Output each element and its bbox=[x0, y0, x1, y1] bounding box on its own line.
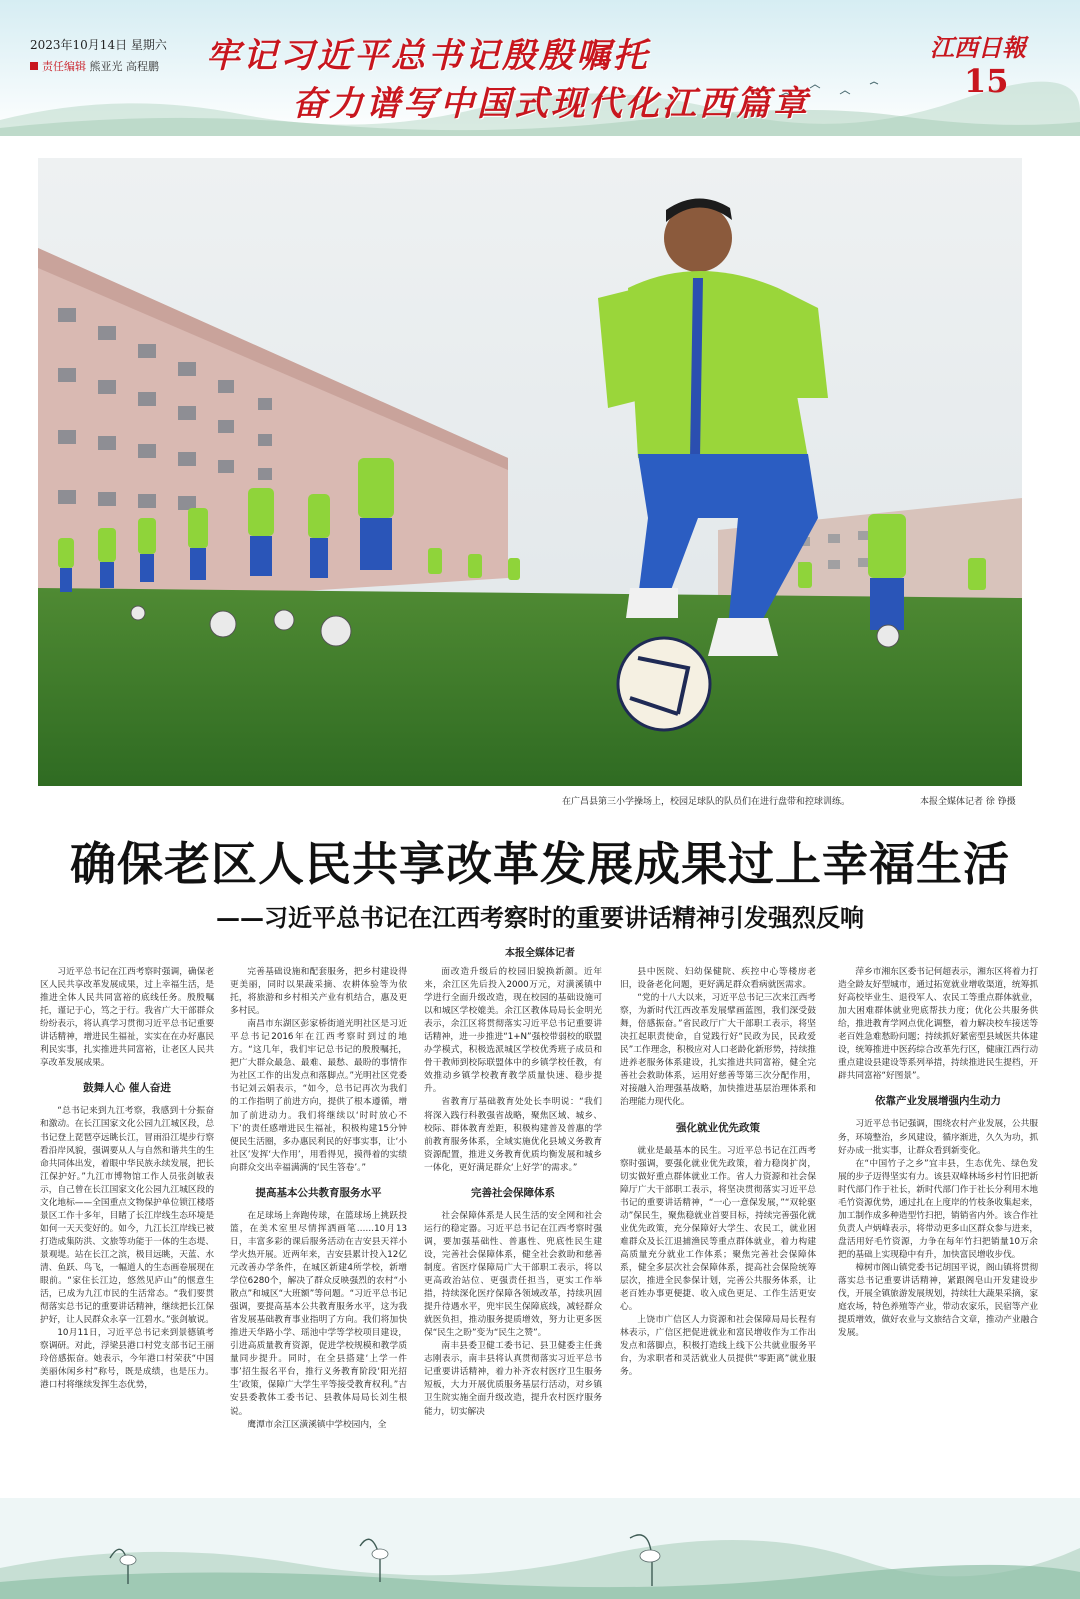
article-byline: 本报全媒体记者 bbox=[505, 948, 575, 959]
masthead-title-line2: 奋力谱写中国式现代化江西篇章 bbox=[292, 84, 810, 124]
paragraph: 社会保障体系是人民生活的安全网和社会运行的稳定器。习近平总书记在江西考察时强调，要加强基础性、普惠性、兜底性民生建设，完善社会保障体系，健全社会救助和慈善制度。省医疗保障局广大干部职工表示，将以更高政治站位、更强责任担当，更实工作举措，持续深化医疗保障各领域改革，持续巩固提升待遇水平，兜牢民生保障底线，减轻群众就医负担，推动服务提质增效，努力让更多医保“民生之盼”变为“民生之赞”。 bbox=[424, 1210, 602, 1339]
paragraph: 鹰潭市余江区潢溪镇中学校园内，全 bbox=[247, 1419, 387, 1430]
masthead bbox=[0, 0, 1080, 136]
paragraph: 南丰县委卫健工委书记、县卫健委主任龚志刚表示，南丰县将认真贯彻落实习近平总书记重要讲话精神，着力补齐农村医疗卫生服务短板，大力开展优质服务基层行活动，对乡镇卫生院实施全面升级改造，提升农村医疗服务能力，切实解决 bbox=[424, 1341, 602, 1417]
paragraph: 在“中国竹子之乡”宜丰县，生态优先、绿色发展的步子迈得坚实有力。该县双峰林场乡村竹旧把新时代部门作于社长，新时代部门作于社长分利用木地毛竹资源优势，通过扎在上度岸的竹枝条收集起来，加工制作成多种造型竹扫把，销销省内外。该合作社负责人卢炳峰表示，将带动更多山区群众参与进来，盘活用好毛竹资源，力争在每年竹扫把销量10万余把的基础上实现稳中有升，加快富民增收步伐。 bbox=[838, 1158, 1038, 1260]
paragraph: 萍乡市湘东区委书记何超表示，湘东区将着力打造全龄友好型城市，通过拓宽就业增收渠道，统筹抓好高校毕业生、退役军人、农民工等重点群体就业，加大困难群体就业兜底帮扶力度；优化公共服务供给，推进教育学网点优化调整，着力解决校车接送等老百姓急难愁盼问题；持续抓好紧密型县域医共体建设，统筹推进中医药综合改革先行区，健康江西行动重点建设县建设等系列举措，持续推进民生提档，开辟共同富裕“好图景”。 bbox=[838, 967, 1038, 1082]
paragraph: “总书记来到九江考察，我感到十分振奋和激动。在长江国家文化公园九江城区段，总书记登上琵琶亭远眺长江，冒雨沿江堤步行察看沿岸风貌，强调要从人与自然和谐共生的生命共同体出发，着眼中华民族永续发展，把长江保护好。”九江市博物馆工作人员张剑敏表示，自己曾在长江国家文化公园九江城区段的文化地标——全国重点文物保护单位锁江楼塔景区工作十多年，目睹了长江岸线生态环境是如何一天天变好的。如今，九江长江岸线已被打造成集防洪、文旅等功能于一体的生态堤、景观堤。站在长江之滨，极目远眺，天蓝、水清、鱼跃、鸟飞，一幅道人的生态画卷展现在眼前。“家住长江边，悠然见庐山”的惬意生活，已成为九江市民的生活常态。“我们要贯彻落实总书记的重要讲话精神，继续把长江保护好，让人民群众永享一江碧水。”张剑敏说。 bbox=[40, 1106, 214, 1326]
paragraph: 县中医院、妇幼保健院、疾控中心等楼房老旧，设备老化问题，更好满足群众看病就医需求。 bbox=[620, 967, 816, 991]
paragraph: 省教育厅基础教育处处长李明说：“我们将深入践行科教强省战略，聚焦区域、城乡、校际、群体教育差距，积极构建普及普惠的学前教育服务体系，全域实施优化县域义务教育资源配置，推进义务教育优质均衡发展和城乡一体化，更好满足群众‘上好学’的需求。” bbox=[424, 1097, 602, 1173]
article-column-3 bbox=[424, 966, 602, 1506]
article-column-1 bbox=[40, 966, 214, 1506]
masthead-title-line1: 牢记习近平总书记殷殷嘱托 bbox=[206, 36, 650, 76]
article-headline: 确保老区人民共享改革发展成果过上幸福生活 bbox=[70, 837, 1010, 891]
paragraph: 10月11日，习近平总书记来到景德镇考察调研。对此，浮梁县港口村党支部书记王丽玲倍感振奋。她表示，今年港口村荣获“中国美丽休闲乡村”称号，既是成绩，也是压力。港口村将继续发挥生态优势， bbox=[40, 1328, 214, 1391]
paragraph: 就业是最基本的民生。习近平总书记在江西考察时强调，要强化就业优先政策，着力稳岗扩岗，切实做好重点群体就业工作。省人力资源和社会保障厅广大干部职工表示，将坚决贯彻落实习近平总书记的重要讲话精神，“一心一意保发展，”“双轮驱动”保民生，聚焦稳就业首要目标，持续完善强化就业优先政策，充分保障好大学生、农民工，就业困难群众及长江退捕渔民等重点群体就业，着力构建高质量充分就业工作体系；聚焦完善社会保障体系，健全多层次社会保障体系，提高社会保险统筹层次，推进全民参保计划，完善公共服务体系，让老百姓办事更便捷、收入成色更足、工作生活更安心。 bbox=[620, 1145, 816, 1313]
photo-credit: 本报全媒体记者 徐 铮摄 bbox=[920, 797, 1016, 807]
section-heading: 依靠产业发展增强内生动力 bbox=[875, 1095, 1001, 1108]
paragraph: 南昌市东湖区彭家桥街道光明社区是习近平总书记2016年在江西考察时到过的地方。“这几年，我们牢记总书记的殷殷嘱托，把广大群众最急、最难、最愁、最盼的事情作为社区工作的出发点和落脚点。”光明社区党委书记刘云娟表示，“如今，总书记再次为我们的工作指明了前进方向，提供了根本遵循，增加了前进动力。我们将继续以‘时时放心不下’的责任感增进民生福祉，积极构建15分钟便民生活圈，多办惠民利民的好事实事，让‘小社区’发挥‘大作用’，用看得见，摸得着的实绩向群众交出幸福满满的‘民生答卷’。” bbox=[230, 1019, 407, 1173]
article-column-4 bbox=[620, 966, 816, 1506]
red-square-icon bbox=[30, 62, 38, 70]
editor-label: 责任编辑 bbox=[42, 60, 86, 73]
page-number: 15 bbox=[964, 62, 1009, 100]
paragraph: 习近平总书记在江西考察时强调，确保老区人民共享改革发展成果，过上幸福生活，是推进全体人民共同富裕的底线任务。殷殷嘱托，谨记于心，笃之于行。我省广大干部群众纷纷表示，将认真学习贯彻习近平总书记重要讲话精神，增进民生福祉，实实在在办好惠民利民实事，扎实推进共同富裕，让老区人民共享改革发展成果。 bbox=[40, 967, 214, 1069]
newspaper-logo: 江西日報 bbox=[930, 33, 1026, 62]
section-heading: 鼓舞人心 催人奋进 bbox=[83, 1082, 171, 1095]
paragraph: 樟树市阁山镇党委书记胡国平说，阁山镇将贯彻落实总书记重要讲话精神，紧跟阁皂山开发建设步伐，开展全镇旅游发展规划，持续壮大蔬果采摘，家庭农场，特色养殖等产业，带动农家乐，民宿等产业提质增效，做好农业与文旅结合文章，推动产业融合发展。 bbox=[838, 1262, 1038, 1339]
paragraph: “党的十八大以来，习近平总书记三次来江西考察，为新时代江西改革发展擘画蓝图，我们深受鼓舞，倍感振奋。”省民政厅广大干部职工表示，将坚决扛起职责使命，自觉践行好“民政为民，民政爱民”工作理念，积极应对人口老龄化新形势，持续推进养老服务体系建设，扎实推进共同富裕，健全完善社会救助体系，运用好慈善等第三次分配作用，对接融入治理强基战略，加快推进基层治理体系和治理能力现代化。 bbox=[620, 993, 816, 1108]
editor-names: 熊亚光 高程鹏 bbox=[89, 60, 159, 73]
article-column-5 bbox=[838, 966, 1038, 1506]
paragraph: 习近平总书记强调，围绕农村产业发展，公共服务，环境整治，乡风建设，循序渐进，久久为功，抓好办成一批实事，让群众看到新变化。 bbox=[838, 1119, 1038, 1156]
section-heading: 强化就业优先政策 bbox=[676, 1121, 760, 1134]
paragraph: 上饶市广信区人力资源和社会保障局局长程有林表示，广信区把促进就业和富民增收作为工作出发点和落脚点，积极打造线上线下公共就业服务平台，为求职者和灵活就业人员提供“零距离”就业服务。 bbox=[620, 1315, 816, 1378]
editors-line bbox=[30, 58, 159, 74]
section-heading: 提高基本公共教育服务水平 bbox=[255, 1186, 382, 1199]
main-photo bbox=[38, 158, 1022, 786]
footer-landscape-decoration bbox=[0, 1498, 1080, 1599]
issue-date: 2023年10月14日 星期六 bbox=[30, 38, 167, 52]
article-subheadline: ——习近平总书记在江西考察时的重要讲话精神引发强烈反响 bbox=[216, 903, 864, 932]
football-training-photo bbox=[38, 158, 1022, 786]
paragraph: 完善基础设施和配套服务，把乡村建设得更美丽，同时以果蔬采摘、农耕体验等为依托，将旅游和乡村相关产业有机结合，惠及更多村民。 bbox=[230, 967, 407, 1017]
paragraph: 在足球场上奔跑传球，在篮球场上挑跃投篮，在美术室里尽情挥洒画笔……10月13日，丰富多彩的课后服务活动在吉安县天祥小学火热开展。近两年来，吉安县累计投入12亿元改善办学条件，在城区新建4所学校，新增学位6280个，解决了群众反映强烈的农村“小散点”和城区“大班额”等问题。“习近平总书记强调，要提高基本公共教育服务水平，这为我省发展基础教育事业指明了方向。我们将加快推进天华路小学、瑶池中学等学校项目建设，引进高质量教育资源，促进学校规模和教学质量同步提升。同时，在全县搭建‘上学一件事’招生报名平台，推行义务教育阶段‘阳光招生’政策，保障广大学生平等接受教育权利。”吉安县委教体工委书记、县教体局局长刘生根说。 bbox=[230, 1210, 407, 1417]
paragraph: 面改造升级后的校园旧貌换新颜。近年来，余江区先后投入2000万元，对潢溪镇中学进行全面升级改造，现在校园的基础设施可以和城区学校媲美。余江区教体局局长金明光表示，余江区将贯彻落实习近平总书记重要讲话精神，进一步推进“1+N”强校带弱校的联盟办学模式，积极选派城区学校优秀班子成员和骨干教师到校际联盟体中的乡镇学校任教，有效推动乡镇学校教育教学质量快速、稳步提升。 bbox=[424, 967, 602, 1095]
section-heading: 完善社会保障体系 bbox=[471, 1186, 555, 1199]
photo-caption: 在广昌县第三小学操场上，校园足球队的队员们在进行盘带和控球训练。 bbox=[562, 797, 851, 807]
article-column-2 bbox=[230, 966, 407, 1506]
